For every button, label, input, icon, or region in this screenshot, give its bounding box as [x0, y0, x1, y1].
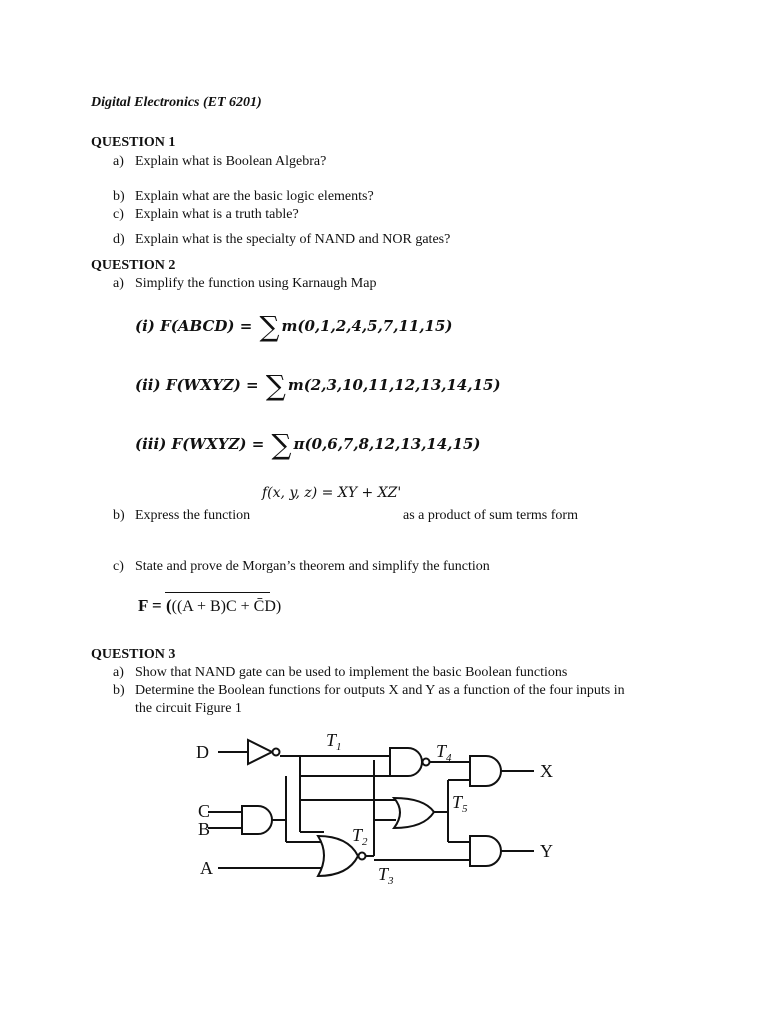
question-1-title: QUESTION 1 [91, 135, 176, 150]
item-label: a) [113, 154, 124, 169]
item-text: Express the function [135, 508, 251, 523]
t2-letter: T [352, 825, 363, 845]
nand-gate [390, 748, 422, 776]
sigma-symbol: ∑ [265, 369, 286, 402]
item-label: b) [113, 189, 125, 204]
t3-label [378, 864, 394, 887]
nor-bubble [359, 853, 366, 860]
input-d-label: D [196, 742, 209, 762]
item-label: b) [113, 683, 125, 698]
t1-label [326, 730, 342, 753]
sigma-symbol: ∑ [271, 428, 292, 461]
input-a-label: A [200, 858, 213, 878]
or-gate [394, 798, 434, 828]
question-2-title: QUESTION 2 [91, 258, 176, 273]
item-label: a) [113, 665, 124, 680]
course-title: Digital Electronics (ET 6201) [91, 95, 262, 110]
item-text: Explain what is a truth table? [135, 207, 299, 222]
input-c-label: C [198, 801, 211, 821]
q2-item-b-tail: as a product of sum terms form [403, 508, 578, 523]
function-f-xyz: f(x, y, z) = XY + XZ' [262, 485, 402, 501]
sigma-symbol: ∑ [259, 310, 280, 343]
and-gate-y [470, 836, 501, 866]
not-bubble [273, 749, 280, 756]
equation-lhs: (iii) F(WXYZ) = [135, 435, 265, 453]
item-text: Simplify the function using Karnaugh Map [135, 276, 377, 291]
equation-rhs: m(2,3,10,11,12,13,14,15) [287, 376, 501, 394]
item-text: Explain what is Boolean Algebra? [135, 154, 327, 169]
output-y-label: Y [540, 841, 553, 861]
input-b-label: B [198, 819, 211, 839]
t4-sub: 4 [446, 752, 452, 764]
equation-lhs: (i) F(ABCD) = [135, 317, 253, 335]
item-label: c) [113, 559, 124, 574]
q3-item-b-continued: the circuit Figure 1 [135, 701, 242, 716]
t4-letter: T [436, 741, 447, 761]
item-label: b) [113, 508, 125, 523]
and-gate-cb [242, 806, 272, 834]
t2-sub: 2 [362, 836, 368, 848]
t3-sub: 3 [388, 875, 394, 887]
and-gate-x [470, 756, 501, 786]
t2-label [352, 825, 368, 848]
item-label: a) [113, 276, 124, 291]
item-label: c) [113, 207, 124, 222]
equation-lhs: (ii) F(WXYZ) = [135, 376, 259, 394]
t1-sub: 1 [336, 741, 342, 753]
t4-label [436, 741, 452, 764]
t1-letter: T [326, 730, 337, 750]
nand-bubble [423, 759, 430, 766]
item-text: Explain what are the basic logic elements? [135, 189, 374, 204]
item-text: Determine the Boolean functions for outputs X and Y as a function of the four inputs in [135, 683, 625, 698]
equation-rhs: π(0,6,7,8,12,13,14,15) [293, 435, 481, 453]
item-text: Explain what is the specialty of NAND and NOR gates? [135, 232, 451, 247]
not-gate [248, 740, 272, 764]
question-3-title: QUESTION 3 [91, 647, 176, 662]
item-text: Show that NAND gate can be used to implement the basic Boolean functions [135, 665, 568, 680]
function-rhs: ((A + B)C + C̄D) [171, 598, 282, 615]
t3-letter: T [378, 864, 389, 884]
function-lhs: F = ( [138, 596, 172, 615]
t5-label [452, 792, 468, 815]
output-x-label: X [540, 761, 553, 781]
t5-letter: T [452, 792, 463, 812]
equation-rhs: m(0,1,2,4,5,7,11,15) [281, 317, 453, 335]
item-text: State and prove de Morgan’s theorem and simplify the function [135, 559, 490, 574]
item-label: d) [113, 232, 125, 247]
t5-sub: 5 [462, 803, 468, 815]
